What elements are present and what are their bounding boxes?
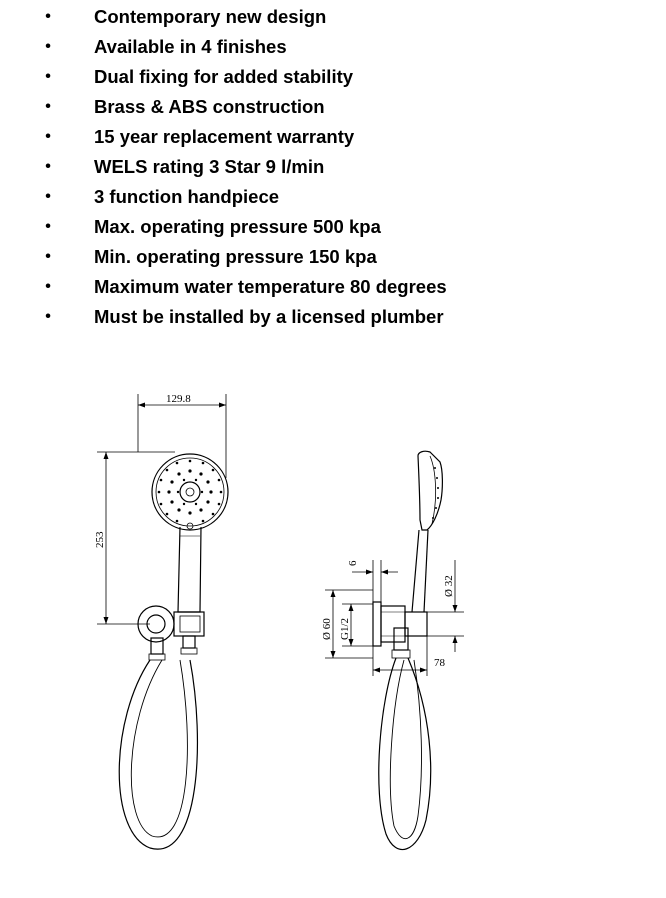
shower-head-side — [418, 451, 442, 530]
feature-text: Dual fixing for added stability — [94, 66, 354, 87]
width-dimension-label: 129.8 — [166, 393, 191, 405]
bullet: • — [45, 68, 51, 85]
bullet: • — [45, 218, 51, 235]
bracket-diameter-label: Ø 60 — [321, 618, 333, 640]
handle-diameter-dimension — [427, 560, 464, 652]
nozzle-pattern — [158, 460, 223, 523]
width-dimension — [138, 393, 226, 478]
handle-diameter-label: Ø 32 — [443, 575, 455, 597]
feature-text: Maximum water temperature 80 degrees — [94, 276, 447, 297]
hose-side — [379, 658, 431, 850]
bullet: • — [45, 248, 51, 265]
feature-text: Must be installed by a licensed plumber — [94, 306, 444, 327]
front-view — [94, 393, 228, 849]
bullet: • — [45, 278, 51, 295]
handle-front — [178, 527, 201, 612]
bullet: • — [45, 158, 51, 175]
hose-connector-front — [149, 636, 197, 660]
offset-dimension-label: 6 — [347, 560, 359, 566]
feature-text: Available in 4 finishes — [94, 36, 287, 57]
handle-side — [412, 530, 428, 612]
side-view — [321, 451, 464, 849]
bullet: • — [45, 38, 51, 55]
thread-label: G1/2 — [339, 618, 351, 640]
feature-text: 15 year replacement warranty — [94, 126, 355, 147]
wall-bracket-side — [373, 602, 427, 646]
shower-head-front — [152, 454, 228, 530]
feature-text: Max. operating pressure 500 kpa — [94, 216, 381, 237]
projection-label: 78 — [434, 657, 445, 669]
bullet: • — [45, 308, 51, 325]
thread-dimension — [339, 604, 373, 646]
height-dimension — [94, 452, 175, 624]
feature-text: Brass & ABS construction — [94, 96, 325, 117]
bullet: • — [45, 188, 51, 205]
bullet: • — [45, 98, 51, 115]
bullet: • — [45, 128, 51, 145]
hose-front — [119, 660, 197, 849]
feature-text: Contemporary new design — [94, 6, 327, 27]
feature-text: Min. operating pressure 150 kpa — [94, 246, 377, 267]
offset-dimension — [347, 560, 398, 606]
height-dimension-label: 253 — [94, 531, 106, 548]
hose-connector-side — [392, 628, 410, 658]
feature-text: 3 function handpiece — [94, 186, 280, 207]
feature-text: WELS rating 3 Star 9 l/min — [94, 156, 325, 177]
bullet: • — [45, 8, 51, 25]
